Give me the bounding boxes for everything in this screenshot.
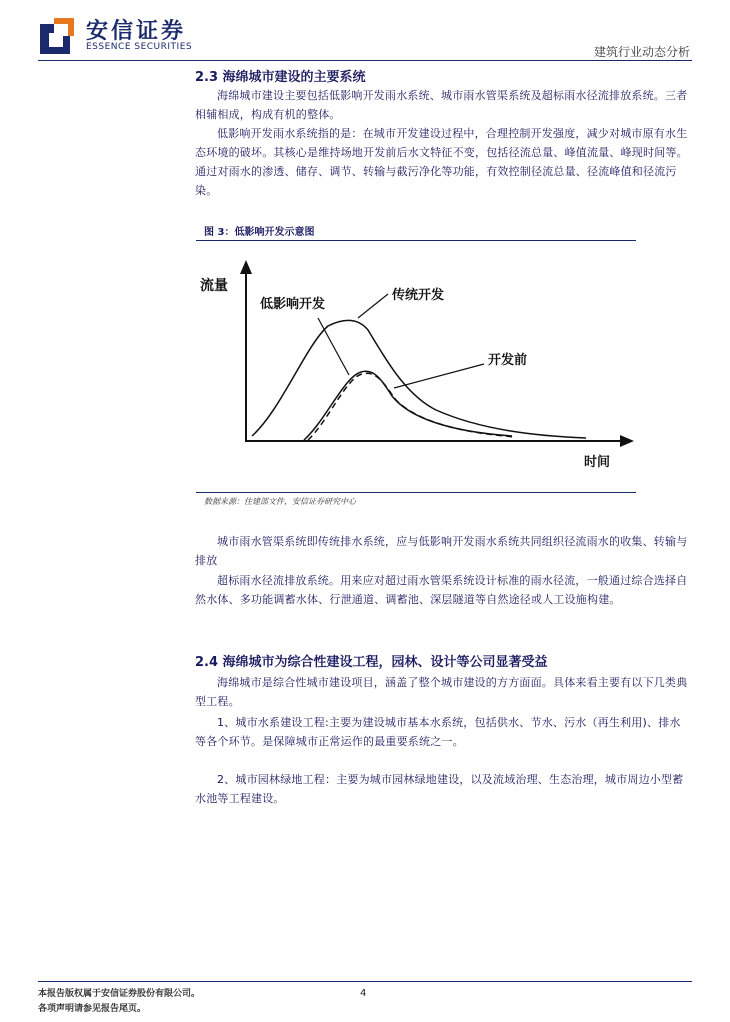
series-label-pre-development: 开发前	[488, 353, 528, 368]
figure-bottom-rule	[196, 492, 636, 493]
section-heading-2-3: 2.3 海绵城市建设的主要系统	[195, 70, 366, 85]
paragraph: 1、城市水系建设工程:主要为建设城市基本水系统，包括供水、节水、污水（再生利用)、排水等各个环节。是保障城市正常运作的最重要系统之一。	[195, 716, 681, 748]
report-type: 建筑行业动态分析	[593, 45, 690, 59]
section-heading-2-4: 2.4 海绵城市为综合性建设工程，园林、设计等公司显著受益	[195, 655, 548, 670]
paragraph: 2、城市园林绿地工程：主要为城市园林绿地建设，以及流域治理、生态治理，城市周边小型蓄水池等工程建设。	[195, 773, 684, 805]
footer-divider	[38, 981, 692, 982]
paragraph: 低影响开发雨水系统指的是：在城市开发建设过程中，合理控制开发强度，减少对城市原有水生态环境的破坏。其核心是维持场地开发前后水文特征不变，包括径流总量、峰值流量、峰现时间等。通过对雨水的渗透、储存、调节、转输与截污净化等功能，有效控制径流总量、径流峰值和径流污染。	[195, 127, 688, 197]
header-divider	[38, 60, 692, 61]
pointer-traditional	[358, 294, 388, 318]
pointer-pre-development	[394, 364, 484, 388]
x-axis-label: 时间	[584, 455, 611, 470]
paragraph: 海绵城市是综合性城市建设项目，涵盖了整个城市建设的方方面面。具体来看主要有以下几类典型工程。	[195, 676, 688, 708]
y-axis-label: 流量	[200, 278, 228, 294]
series-label-low-impact: 低影响开发	[260, 297, 326, 312]
company-logo-icon	[40, 18, 74, 54]
figure-title: 图 3：低影响开发示意图	[204, 227, 315, 238]
low-impact-chart	[196, 250, 636, 490]
footer-copyright: 本报告版权属于安信证券股份有限公司。	[38, 989, 201, 999]
paragraph: 城市雨水管渠系统即传统排水系统，应与低影响开发雨水系统共同组织径流雨水的收集、转输与排放	[195, 535, 688, 567]
footer-disclaimer: 各项声明请参见报告尾页。	[38, 1004, 147, 1014]
series-traditional-curve	[252, 320, 586, 438]
company-name-en: ESSENCE SECURITIES	[86, 42, 193, 52]
paragraph: 海绵城市建设主要包括低影响开发雨水系统、城市雨水管渠系统及超标雨水径流排放系统。三者相辅相成，构成有机的整体。	[195, 89, 688, 121]
figure-top-rule	[196, 240, 636, 241]
pointer-low-impact	[318, 318, 349, 375]
y-axis-arrow	[240, 260, 252, 274]
series-low-impact-curve	[304, 371, 512, 440]
paragraph: 超标雨水径流排放系统。用来应对超过雨水管渠系统设计标准的雨水径流，一般通过综合选择自然水体、多功能调蓄水体、行泄通道、调蓄池、深层隧道等自然途径或人工设施构建。	[195, 574, 688, 606]
series-label-traditional: 传统开发	[392, 288, 445, 303]
page-number: 4	[360, 988, 367, 999]
figure-source: 数据来源：住建部文件，安信证券研究中心	[204, 497, 356, 506]
x-axis-arrow	[620, 435, 634, 447]
company-name-cn: 安信证券	[86, 19, 187, 44]
